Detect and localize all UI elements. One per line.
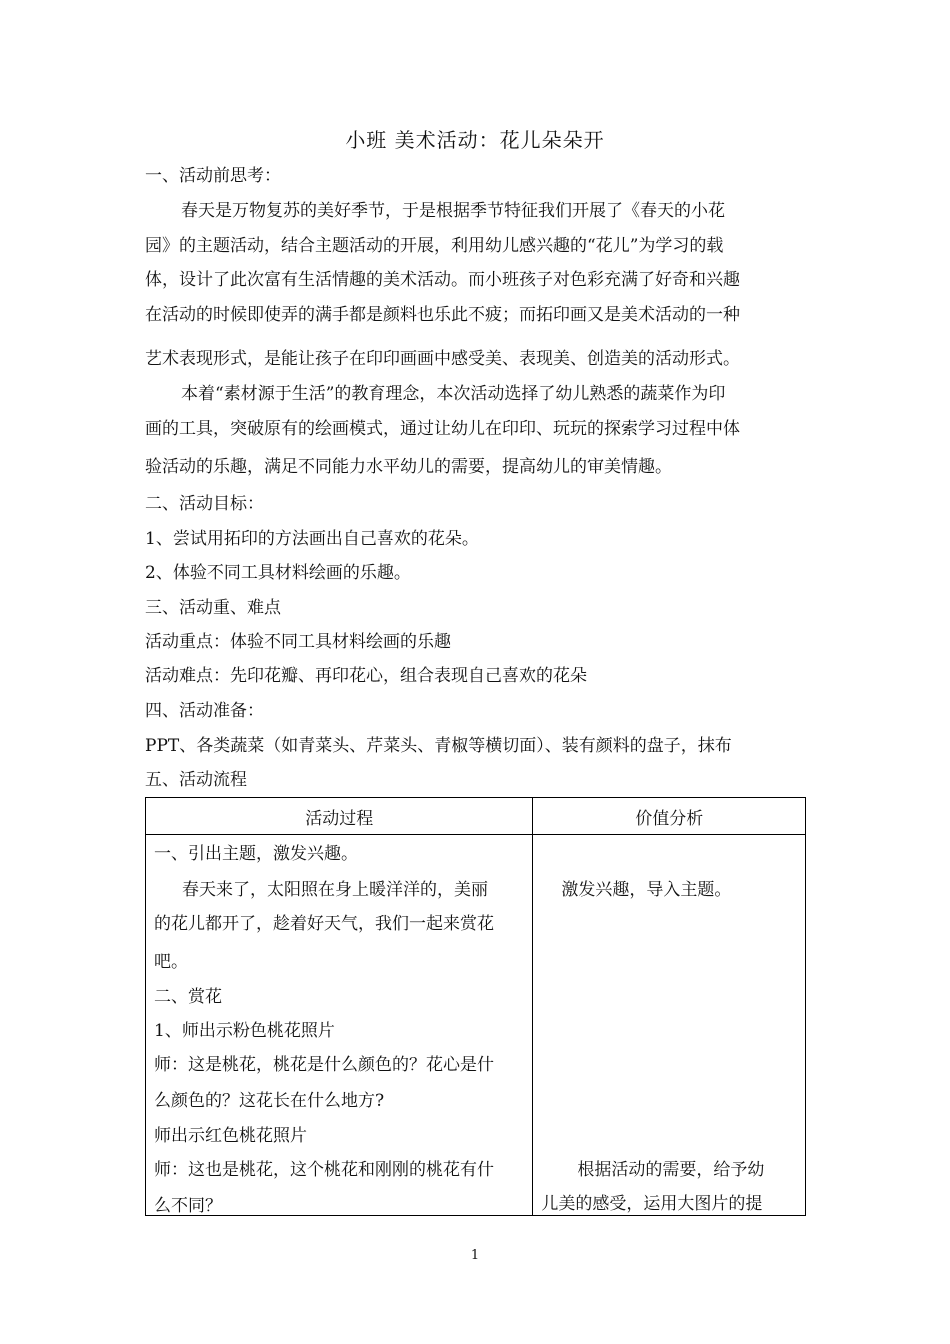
process-line: 师：这也是桃花，这个桃花和刚刚的桃花有什 [154,1160,494,1180]
value-line: 激发兴趣，导入主题。 [561,880,732,900]
process-line: 吧。 [154,952,188,972]
paragraph-line: 春天是万物复苏的美好季节，于是根据季节特征我们开展了《春天的小花 [181,201,725,221]
process-line: 一、引出主题，激发兴趣。 [154,844,358,864]
table-header-row [146,798,806,835]
preparation-text: PPT、各类蔬菜（如青菜头、芹菜头、青椒等横切面）、装有颜料的盘子，抹布 [145,736,732,756]
paragraph-line: 验活动的乐趣，满足不同能力水平幼儿的需要，提高幼儿的审美情趣。 [145,457,672,477]
table-header-value: 价值分析 [533,798,806,835]
table-header-process: 活动过程 [146,798,533,835]
process-line: 二、赏花 [154,987,222,1007]
page-number: 1 [470,1248,480,1263]
value-cell [533,835,806,1216]
document-title: 小班 美术活动：花儿朵朵开 [345,128,605,152]
process-line: 1、师出示粉色桃花照片 [154,1021,335,1041]
section-heading: 三、活动重、难点 [145,598,281,618]
process-line: 师：这是桃花，桃花是什么颜色的？花心是什 [154,1055,494,1075]
key-point: 活动重点：体验不同工具材料绘画的乐趣 [145,632,451,652]
process-line: 春天来了，太阳照在身上暖洋洋的，美丽 [182,880,488,900]
paragraph-line: 画的工具，突破原有的绘画模式，通过让幼儿在印印、玩玩的探索学习过程中体 [145,419,740,439]
difficulty-point: 活动难点：先印花瓣、再印花心，组合表现自己喜欢的花朵 [145,666,587,686]
paragraph-line: 本着“素材源于生活”的教育理念，本次活动选择了幼儿熟悉的蔬菜作为印 [181,384,726,404]
table-row [146,835,806,1216]
process-line: 的花儿都开了，趁着好天气，我们一起来赏花 [154,914,494,934]
activity-flow-table [145,797,806,1216]
paragraph-line: 体，设计了此次富有生活情趣的美术活动。而小班孩子对色彩充满了好奇和兴趣 [145,270,740,290]
section-heading: 四、活动准备： [145,701,264,721]
goal-item: 2、体验不同工具材料绘画的乐趣。 [145,563,411,583]
process-line: 么不同？ [154,1196,222,1216]
section-heading: 五、活动流程 [145,770,247,790]
paragraph-line: 园》的主题活动，结合主题活动的开展，利用幼儿感兴趣的“花儿”为学习的载 [145,236,724,256]
section-heading: 一、活动前思考： [145,166,281,186]
process-line: 么颜色的？这花长在什么地方? [154,1091,385,1111]
paragraph-line: 艺术表现形式，是能让孩子在印印画画中感受美、表现美、创造美的活动形式。 [145,349,740,369]
value-line: 根据活动的需要，给予幼 [577,1160,765,1180]
process-line: 师出示红色桃花照片 [154,1126,307,1146]
value-line: 儿美的感受，运用大图片的提 [541,1194,763,1214]
section-heading: 二、活动目标： [145,494,264,514]
goal-item: 1、尝试用拓印的方法画出自己喜欢的花朵。 [145,529,479,549]
process-cell [146,835,533,1216]
paragraph-line: 在活动的时候即使弄的满手都是颜料也乐此不疲；而拓印画又是美术活动的一种 [145,305,740,325]
